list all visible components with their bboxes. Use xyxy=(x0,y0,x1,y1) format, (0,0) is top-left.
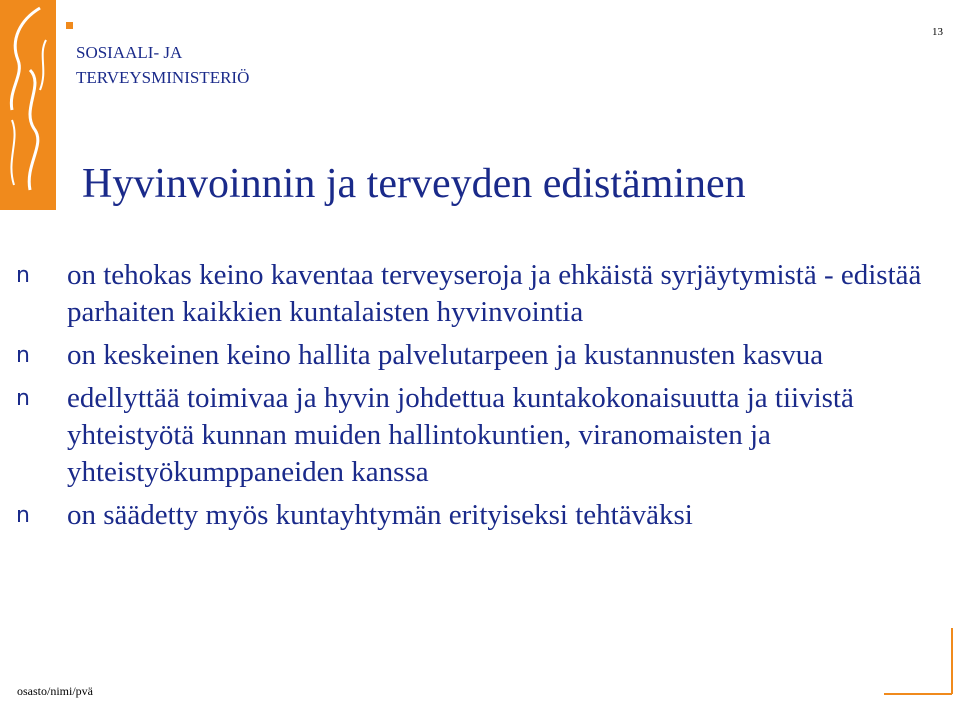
footer-text: osasto/nimi/pvä xyxy=(17,684,93,698)
bullet-text: edellyttää toimivaa ja hyvin johdettua kuntakokonaisuutta ja tiivistä yhteistyötä kunnan muiden hallintokuntien, viranomaisten ja yhteistyökumppaneiden kanssa xyxy=(67,382,854,488)
ministry-logo xyxy=(0,0,56,210)
corner-decoration xyxy=(884,628,954,696)
bullet-marker: n xyxy=(16,503,30,528)
slide-title: Hyvinvoinnin ja terveyden edistäminen xyxy=(82,161,746,207)
bullet-text: on tehokas keino kaventaa terveyseroja ja ehkäistä syrjäytymistä - edistää parhaiten kaikkien kuntalaisten hyvinvointia xyxy=(67,259,922,328)
bullet-item xyxy=(16,380,946,491)
logo-accent-square xyxy=(66,22,73,29)
bullet-list xyxy=(16,257,946,540)
ministry-line-2: TERVEYSMINISTERIÖ xyxy=(76,68,250,87)
bullet-marker: n xyxy=(16,343,30,368)
bullet-text: on keskeinen keino hallita palvelutarpeen ja kustannusten kasvua xyxy=(67,339,824,371)
bullet-text: on säädetty myös kuntayhtymän erityiseksi tehtäväksi xyxy=(67,499,693,531)
ministry-name xyxy=(76,40,249,90)
bullet-item xyxy=(16,337,946,374)
bullet-marker: n xyxy=(16,386,30,411)
page-number: 13 xyxy=(932,26,943,38)
bullet-item xyxy=(16,497,946,534)
ministry-line-1: SOSIAALI- JA xyxy=(76,43,183,62)
bullet-item xyxy=(16,257,946,331)
bullet-marker: n xyxy=(16,263,30,288)
